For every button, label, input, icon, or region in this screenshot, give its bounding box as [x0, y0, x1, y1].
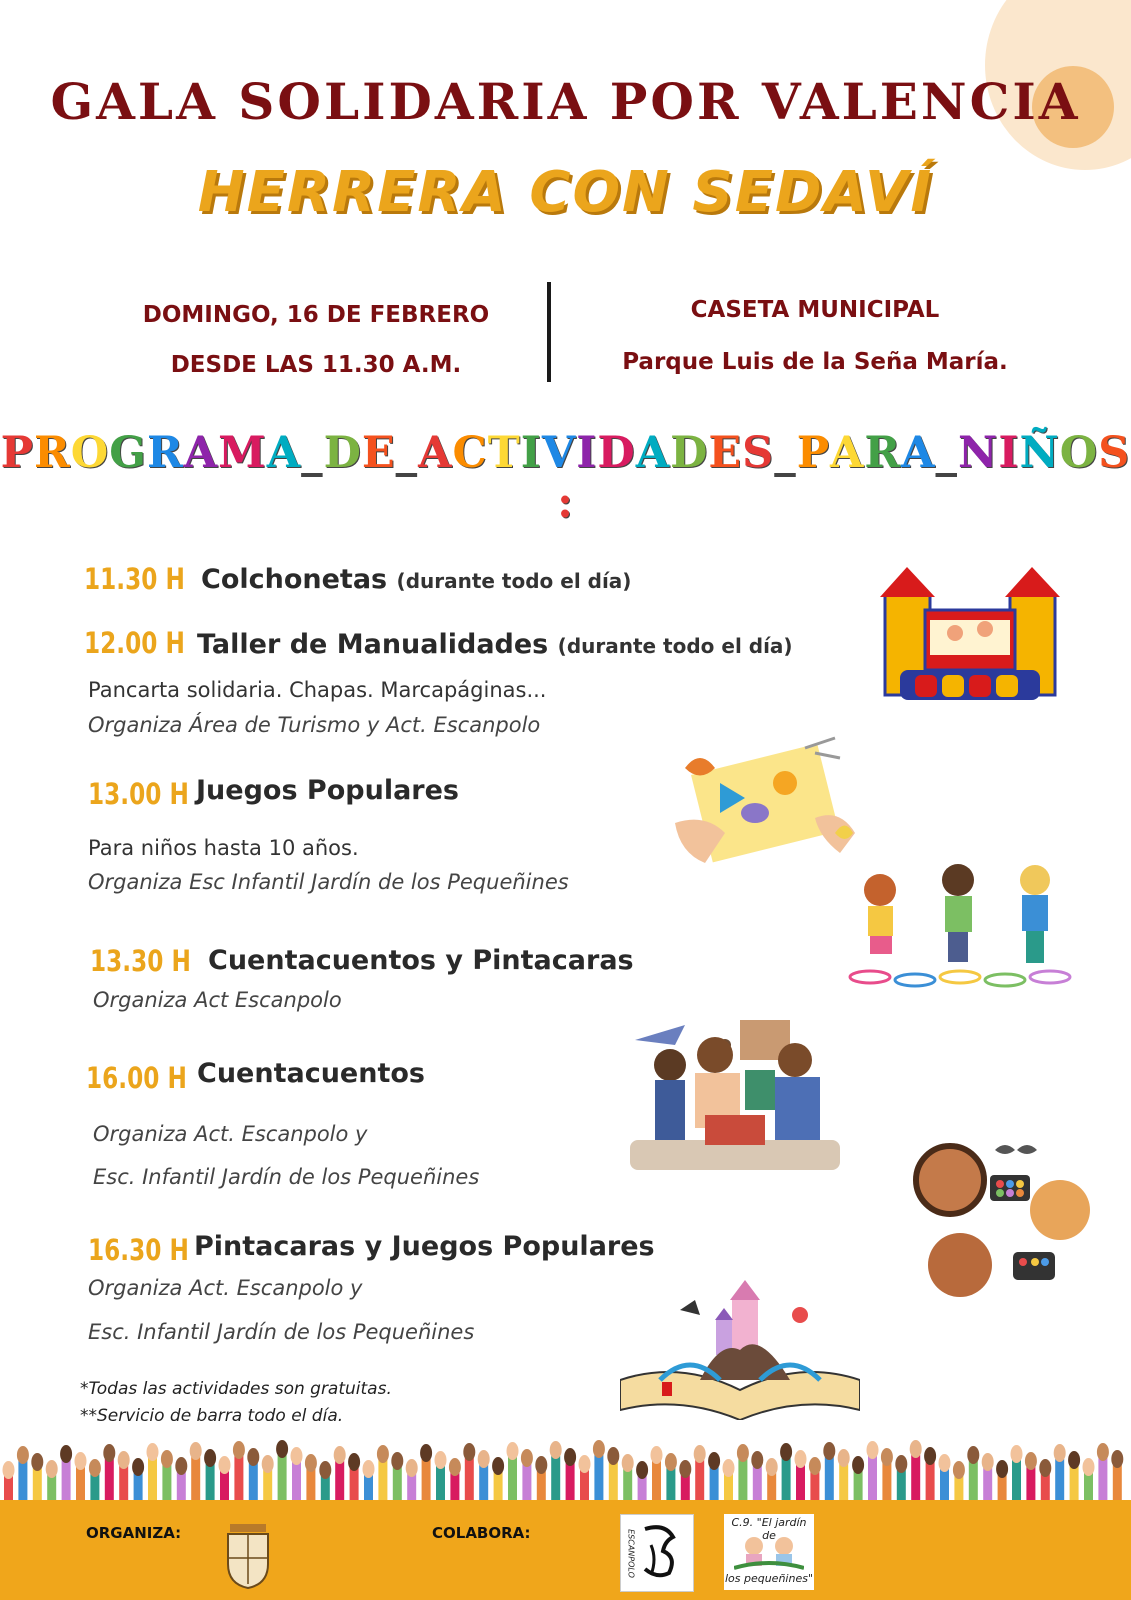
raised-hand: [607, 1447, 619, 1500]
programa-letter: S: [742, 428, 775, 478]
raised-hand: [679, 1460, 691, 1500]
activity-note: (durante todo el día): [557, 634, 793, 658]
programa-letter: A: [266, 428, 302, 478]
programa-heading: [0, 428, 1131, 528]
raised-hand: [694, 1445, 706, 1500]
programa-letter: R: [864, 428, 902, 478]
raised-hand: [406, 1459, 418, 1500]
raised-hand: [161, 1450, 173, 1500]
raised-hand: [622, 1454, 634, 1500]
raised-hand: [3, 1461, 15, 1500]
activity-organizer: Organiza Área de Turismo y Act. Escanpolo: [88, 713, 541, 737]
raised-hand: [190, 1442, 202, 1500]
raised-hand: [982, 1453, 994, 1500]
raised-hand: [550, 1441, 562, 1500]
programa-letter: E: [361, 428, 396, 478]
activity-title: Pintacaras y Juegos Populares: [194, 1231, 655, 1262]
raised-hand: [219, 1456, 231, 1500]
raised-hand: [147, 1443, 159, 1500]
raised-hand: [363, 1460, 375, 1500]
jardin-logo-top: C.9. "El jardín de: [731, 1516, 807, 1542]
family-reading-illustration: [620, 1010, 840, 1180]
activity-time: 11.30 H: [84, 562, 185, 596]
raised-hand: [276, 1440, 288, 1500]
programa-letter: N: [958, 428, 999, 478]
organiza-label: ORGANIZA:: [86, 1524, 182, 1542]
raised-hand: [910, 1440, 922, 1500]
programa-letter: E: [708, 428, 743, 478]
programa-letter: D: [670, 428, 709, 478]
raised-hand: [118, 1451, 130, 1500]
raised-hand: [564, 1448, 576, 1500]
raised-hand: [377, 1445, 389, 1500]
activity-title: Cuentacuentos y Pintacaras: [208, 945, 634, 976]
programa-letter: I: [576, 428, 598, 478]
activity-time: 13.30 H: [90, 944, 191, 978]
jardin-logo-bottom: los pequeñines": [724, 1572, 814, 1585]
page-title: GALA SOLIDARIA POR VALENCIA: [50, 72, 1081, 131]
face-paint-illustration: [905, 1140, 1105, 1305]
programa-letter: :: [557, 478, 574, 528]
programa-letter: A: [418, 428, 453, 478]
programa-letter: S: [1098, 428, 1131, 478]
event-when: [96, 290, 536, 390]
programa-letter: A: [635, 428, 671, 478]
raised-hand: [751, 1451, 763, 1500]
programa-letter: R: [146, 428, 184, 478]
raised-hand: [132, 1458, 144, 1500]
raised-hand: [17, 1446, 29, 1500]
raised-hand: [89, 1459, 101, 1500]
raised-hand: [780, 1443, 792, 1500]
activity-organizer: Organiza Esc Infantil Jardín de los Pequeñines: [88, 870, 569, 894]
activity-organizer: Organiza Act Escanpolo: [93, 988, 342, 1012]
activity-note: (durante todo el día): [396, 569, 632, 593]
town-crest-icon: [222, 1518, 274, 1590]
programa-letter: P: [0, 428, 35, 478]
raised-hand: [1083, 1458, 1095, 1500]
programa-letter: O: [1059, 428, 1099, 478]
activity-title: Cuentacuentos: [197, 1058, 425, 1089]
raised-hand: [46, 1460, 58, 1500]
raised-hand: [449, 1458, 461, 1500]
raised-hand: [31, 1453, 43, 1500]
raised-hand: [262, 1455, 274, 1500]
activity-time: 16.30 H: [88, 1233, 189, 1267]
programa-separator: _: [935, 428, 959, 478]
raised-hand: [75, 1452, 87, 1500]
escanpolo-logo: [620, 1514, 694, 1592]
raised-hand: [579, 1455, 591, 1500]
activity-organizer: Organiza Act. Escanpolo y: [88, 1276, 363, 1300]
raised-hand: [723, 1459, 735, 1500]
raised-hands-banner: [0, 1430, 1131, 1500]
raised-hand: [809, 1457, 821, 1500]
activity-time: 16.00 H: [86, 1061, 187, 1095]
event-venue: CASETA MUNICIPAL: [690, 297, 940, 323]
divider: [547, 282, 551, 382]
raised-hand: [521, 1449, 533, 1500]
raised-hand: [708, 1452, 720, 1500]
programa-letter: D: [323, 428, 362, 478]
raised-hand: [996, 1460, 1008, 1500]
raised-hand: [953, 1461, 965, 1500]
raised-hand: [852, 1456, 864, 1500]
note-free: *Todas las actividades son gratuitas.: [80, 1379, 392, 1399]
raised-hand: [1039, 1459, 1051, 1500]
raised-hand: [838, 1449, 850, 1500]
activity-title-text: Colchonetas: [201, 564, 388, 595]
raised-hand: [103, 1444, 115, 1500]
programa-letter: O: [70, 428, 110, 478]
event-park: Parque Luis de la Seña María.: [622, 349, 1008, 375]
raised-hand: [939, 1454, 951, 1500]
raised-hand: [247, 1448, 259, 1500]
raised-hand: [967, 1446, 979, 1500]
programa-letter: I: [998, 428, 1020, 478]
event-where: [570, 284, 1060, 388]
raised-hand: [651, 1446, 663, 1500]
activity-description: Pancarta solidaria. Chapas. Marcapáginas...: [88, 678, 547, 702]
programa-letter: A: [183, 428, 219, 478]
raised-hand: [348, 1453, 360, 1500]
raised-hand: [867, 1441, 879, 1500]
raised-hand: [507, 1442, 519, 1500]
programa-letter: V: [541, 428, 577, 478]
colabora-label: COLABORA:: [432, 1524, 531, 1542]
raised-hand: [795, 1450, 807, 1500]
activity-organizer: Esc. Infantil Jardín de los Pequeñines: [93, 1165, 480, 1189]
jardin-logo: [724, 1514, 814, 1590]
raised-hand: [233, 1441, 245, 1500]
programa-letter: T: [487, 428, 521, 478]
raised-hand: [1097, 1443, 1109, 1500]
activity-organizer: Esc. Infantil Jardín de los Pequeñines: [88, 1320, 475, 1344]
raised-hand: [420, 1444, 432, 1500]
programa-letter: A: [901, 428, 936, 478]
raised-hand: [1111, 1450, 1123, 1500]
activity-description: Para niños hasta 10 años.: [88, 836, 359, 860]
raised-hand: [881, 1448, 893, 1500]
programa-separator: _: [774, 428, 797, 478]
activity-title: [201, 564, 631, 595]
raised-hand: [204, 1449, 216, 1500]
raised-hand: [593, 1440, 605, 1500]
raised-hand: [463, 1443, 475, 1500]
raised-hand: [823, 1442, 835, 1500]
raised-hand: [1068, 1451, 1080, 1500]
raised-hand: [665, 1453, 677, 1500]
page-subtitle: HERRERA CON SEDAVÍ: [197, 160, 934, 225]
raised-hand: [435, 1451, 447, 1500]
activity-title-text: Taller de Manualidades: [197, 629, 549, 660]
programa-letter: C: [452, 428, 488, 478]
raised-hand: [535, 1456, 547, 1500]
raised-hand: [391, 1452, 403, 1500]
raised-hand: [895, 1455, 907, 1500]
activity-title: [197, 629, 793, 660]
programa-letter: I: [520, 428, 542, 478]
programa-letter: Ñ: [1019, 428, 1060, 478]
event-date: DOMINGO, 16 DE FEBRERO: [142, 302, 490, 328]
activity-time: 12.00 H: [84, 626, 185, 660]
raised-hand: [175, 1457, 187, 1500]
bouncy-castle-illustration: [880, 565, 1060, 705]
programa-letter: D: [597, 428, 636, 478]
programa-separator: _: [301, 428, 324, 478]
programa-letter: M: [218, 428, 267, 478]
activity-organizer: Organiza Act. Escanpolo y: [93, 1122, 368, 1146]
story-book-illustration: [620, 1280, 860, 1420]
footer-bar: [0, 1500, 1131, 1600]
raised-hand: [492, 1457, 504, 1500]
activity-title: Juegos Populares: [196, 775, 459, 806]
crafts-illustration: [665, 728, 865, 868]
raised-hand: [924, 1447, 936, 1500]
children-playing-illustration: [840, 862, 1080, 992]
programa-letter: P: [796, 428, 831, 478]
raised-hand: [319, 1461, 331, 1500]
raised-hand: [737, 1444, 749, 1500]
programa-separator: _: [395, 428, 419, 478]
raised-hand: [305, 1454, 317, 1500]
activity-time: 13.00 H: [88, 777, 189, 811]
raised-hand: [636, 1461, 648, 1500]
raised-hand: [60, 1445, 72, 1500]
raised-hand: [766, 1458, 778, 1500]
programa-letter: A: [830, 428, 865, 478]
children-logo-icon: [734, 1532, 804, 1570]
programa-letter: G: [109, 428, 147, 478]
raised-hand: [1025, 1452, 1037, 1500]
escanpolo-logo-text: ESCANPOLO: [626, 1529, 636, 1578]
note-bar: **Servicio de barra todo el día.: [80, 1406, 344, 1426]
event-time: DESDE LAS 11.30 A.M.: [170, 352, 462, 378]
raised-hand: [1011, 1445, 1023, 1500]
programa-letter: R: [34, 428, 71, 478]
raised-hand: [478, 1450, 490, 1500]
raised-hand: [291, 1447, 303, 1500]
raised-hand: [334, 1446, 346, 1500]
raised-hand: [1054, 1444, 1066, 1500]
